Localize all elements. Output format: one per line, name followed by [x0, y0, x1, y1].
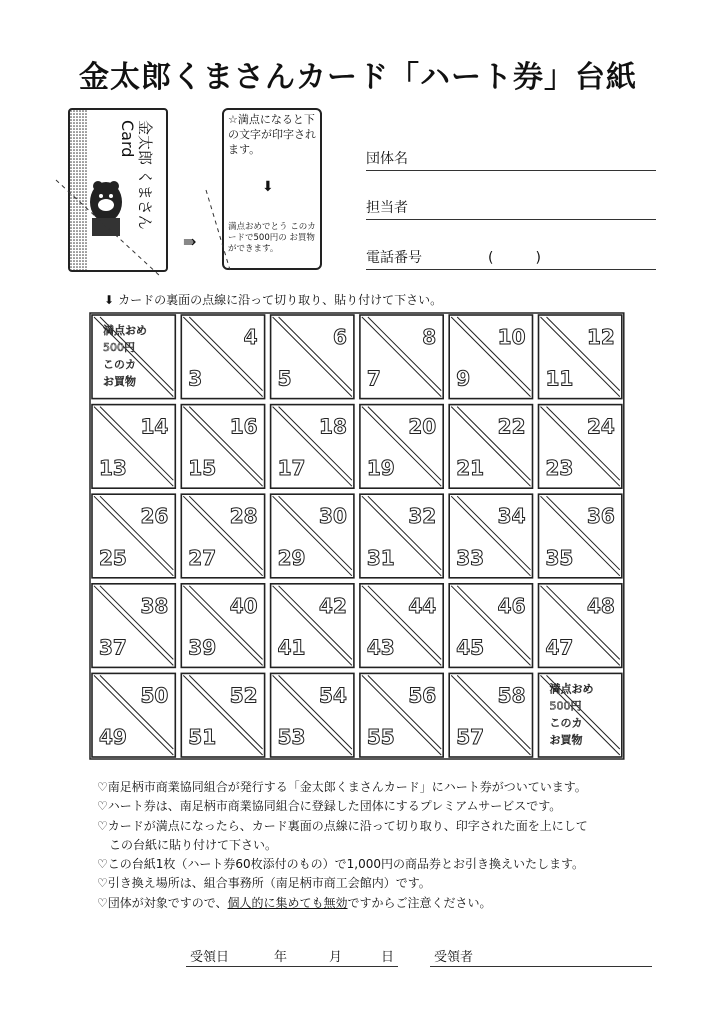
cell-number-bottom: 47	[545, 635, 574, 660]
cell-number-bottom: 15	[188, 456, 217, 481]
instruction-arrow-icon: ⬇	[104, 293, 115, 307]
cell-number-top: 8	[422, 325, 437, 349]
cell-number-top: 4	[243, 325, 258, 349]
cell-number-bottom: 13	[99, 456, 127, 481]
corner-text: お買物	[549, 733, 583, 747]
cell-number-bottom: 21	[456, 456, 485, 481]
cell-number-bottom: 17	[277, 456, 306, 481]
cell-number-top: 44	[408, 593, 437, 618]
stamp-cell	[181, 584, 264, 668]
cell-number-top: 42	[319, 593, 347, 618]
note-line: ♡引き換え場所は、組合事務所（南足柄市商工会館内）です。	[97, 876, 431, 891]
cell-number-bottom: 3	[188, 366, 203, 391]
cell-number-top: 20	[408, 414, 437, 439]
receipt-month-label: 月	[329, 950, 343, 965]
cell-number-bottom: 23	[545, 456, 574, 481]
cell-number-bottom: 57	[456, 725, 485, 749]
stamp-cell	[181, 494, 264, 578]
receiver-label: 受領者	[434, 950, 474, 965]
cell-number-bottom: 25	[99, 545, 127, 570]
stamp-cell	[271, 494, 354, 578]
note-line: ♡南足柄市商業協同組合が発行する「金太郎くまさんカード」にハート券がついています。	[97, 780, 587, 794]
cell-number-bottom: 27	[188, 545, 217, 570]
stamp-cell	[449, 405, 532, 489]
corner-text: 満点おめ	[549, 682, 594, 696]
note-warning-pre: ♡団体が対象ですので、	[97, 895, 228, 910]
page-title: 金太郎くまさんカード「ハート券」台紙	[79, 60, 637, 95]
stamp-cell	[181, 315, 264, 399]
cell-number-top: 50	[140, 683, 169, 708]
corner-text: 500円	[549, 699, 582, 713]
note-line: ♡ハート券は、南足柄市商業協同組合に登録した団体にするプレミアムサービスです。	[97, 799, 562, 814]
stamp-grid	[89, 312, 625, 762]
stamp-cell	[539, 584, 622, 668]
group-name-label: 団体名	[366, 151, 408, 167]
receipt-date-label: 受領日	[190, 950, 230, 965]
cell-number-bottom: 45	[456, 635, 485, 660]
cell-number-top: 48	[586, 593, 615, 618]
cell-number-bottom: 11	[545, 366, 574, 391]
stamp-cell	[181, 673, 264, 757]
stamp-cell	[360, 673, 443, 757]
note-line: ♡カードが満点になったら、カード裏面の点線に沿って切り取り、印字された面を上にして	[97, 818, 588, 833]
cell-number-top: 34	[497, 504, 526, 529]
cell-number-top: 16	[229, 414, 258, 439]
cell-number-bottom: 51	[188, 725, 217, 749]
person-label: 担当者	[366, 200, 408, 216]
note-warning-underlined: 個人的に集めても無効	[227, 895, 348, 910]
corner-text: このカ	[549, 716, 583, 730]
cell-number-top: 38	[140, 593, 169, 618]
group-name-field[interactable]	[366, 148, 656, 171]
person-field[interactable]	[366, 197, 656, 220]
phone-paren: ( )	[488, 250, 541, 266]
sample-top-text: ☆満点になると下の文字が印字されます。	[228, 113, 316, 156]
receipt-date-line[interactable]	[186, 966, 398, 967]
receipt-day-label: 日	[381, 950, 395, 965]
stamp-cell	[449, 673, 532, 757]
corner-text: このカ	[103, 358, 136, 371]
corner-text: お買物	[103, 375, 136, 388]
cell-number-top: 6	[332, 325, 347, 349]
note-line: この台紙に貼り付けて下さい。	[109, 837, 278, 852]
cell-number-top: 32	[408, 504, 437, 529]
cell-number-bottom: 7	[366, 366, 381, 391]
cell-number-top: 40	[229, 593, 258, 618]
cell-number-bottom: 35	[545, 545, 574, 570]
stamp-cell	[92, 673, 175, 757]
stamp-cell	[271, 673, 354, 757]
cell-number-bottom: 5	[277, 366, 292, 391]
receipt-year-label: 年	[274, 950, 288, 965]
note-line: ♡この台紙1枚（ハート券60枚添付のもの）で1,000円の商品券とお引き換えいたします。	[97, 857, 585, 872]
stamp-cell	[539, 315, 622, 399]
stamp-cell	[271, 315, 354, 399]
cut-instruction	[104, 291, 442, 308]
cell-number-bottom: 55	[366, 725, 395, 749]
stamp-cell	[92, 315, 175, 399]
cell-number-bottom: 31	[366, 545, 395, 570]
cell-number-bottom: 29	[277, 545, 306, 570]
cell-number-top: 26	[140, 504, 169, 529]
cell-number-bottom: 33	[456, 545, 485, 570]
stamp-cell	[271, 584, 354, 668]
stamp-cell	[449, 584, 532, 668]
cell-number-bottom: 53	[277, 725, 306, 749]
cell-number-top: 56	[408, 683, 437, 708]
card-logo-en: Card	[118, 120, 137, 158]
stamp-cell	[449, 494, 532, 578]
corner-text: 満点おめ	[103, 324, 147, 337]
stamp-cell	[539, 405, 622, 489]
stamp-cell	[539, 494, 622, 578]
cell-number-top: 14	[140, 414, 169, 439]
cell-number-top: 12	[586, 325, 615, 349]
stamp-cell	[92, 494, 175, 578]
down-arrow-icon: ⬇	[262, 179, 274, 195]
stamp-cell	[181, 405, 264, 489]
stamp-cell	[539, 673, 622, 757]
stamp-cell	[449, 315, 532, 399]
cell-number-top: 46	[497, 593, 526, 618]
cell-number-bottom: 37	[99, 635, 127, 660]
corner-text: 500円	[103, 341, 135, 354]
card-logo-text: 金太郎 くまさん	[136, 120, 154, 230]
cell-number-bottom: 19	[366, 456, 395, 481]
arrow-right-icon: ⇛	[183, 232, 197, 251]
cell-number-top: 24	[586, 414, 615, 439]
cell-number-top: 58	[497, 683, 526, 708]
stamp-cell	[92, 584, 175, 668]
cell-number-bottom: 39	[188, 635, 217, 660]
receiver-line[interactable]	[430, 966, 652, 967]
cell-number-bottom: 49	[99, 725, 127, 749]
cell-number-top: 30	[319, 504, 347, 529]
stamp-cell	[271, 405, 354, 489]
cell-number-top: 18	[319, 414, 347, 439]
cell-number-top: 52	[229, 683, 258, 708]
cell-number-top: 36	[586, 504, 615, 529]
phone-field[interactable]	[366, 247, 656, 270]
stamp-cell	[360, 405, 443, 489]
notes	[97, 778, 588, 913]
sample-bottom-text: 満点おめでとう このカードで500円の お買物ができます。	[228, 222, 316, 254]
cell-number-top: 10	[497, 325, 526, 349]
cell-number-bottom: 43	[366, 635, 395, 660]
cell-number-bottom: 9	[456, 366, 471, 391]
instruction-text: カードの裏面の点線に沿って切り取り、貼り付けて下さい。	[118, 293, 443, 307]
cell-number-top: 28	[229, 504, 258, 529]
note-line-warning	[97, 894, 588, 913]
phone-label: 電話番号	[366, 250, 422, 266]
stamp-cell	[92, 405, 175, 489]
stamp-cell	[360, 315, 443, 399]
cell-number-top: 22	[497, 414, 526, 439]
note-warning-post: ですからご注意ください。	[347, 895, 492, 910]
cell-number-top: 54	[319, 683, 347, 708]
cell-number-bottom: 41	[277, 635, 306, 660]
stamp-cell	[360, 584, 443, 668]
stamp-cell	[360, 494, 443, 578]
